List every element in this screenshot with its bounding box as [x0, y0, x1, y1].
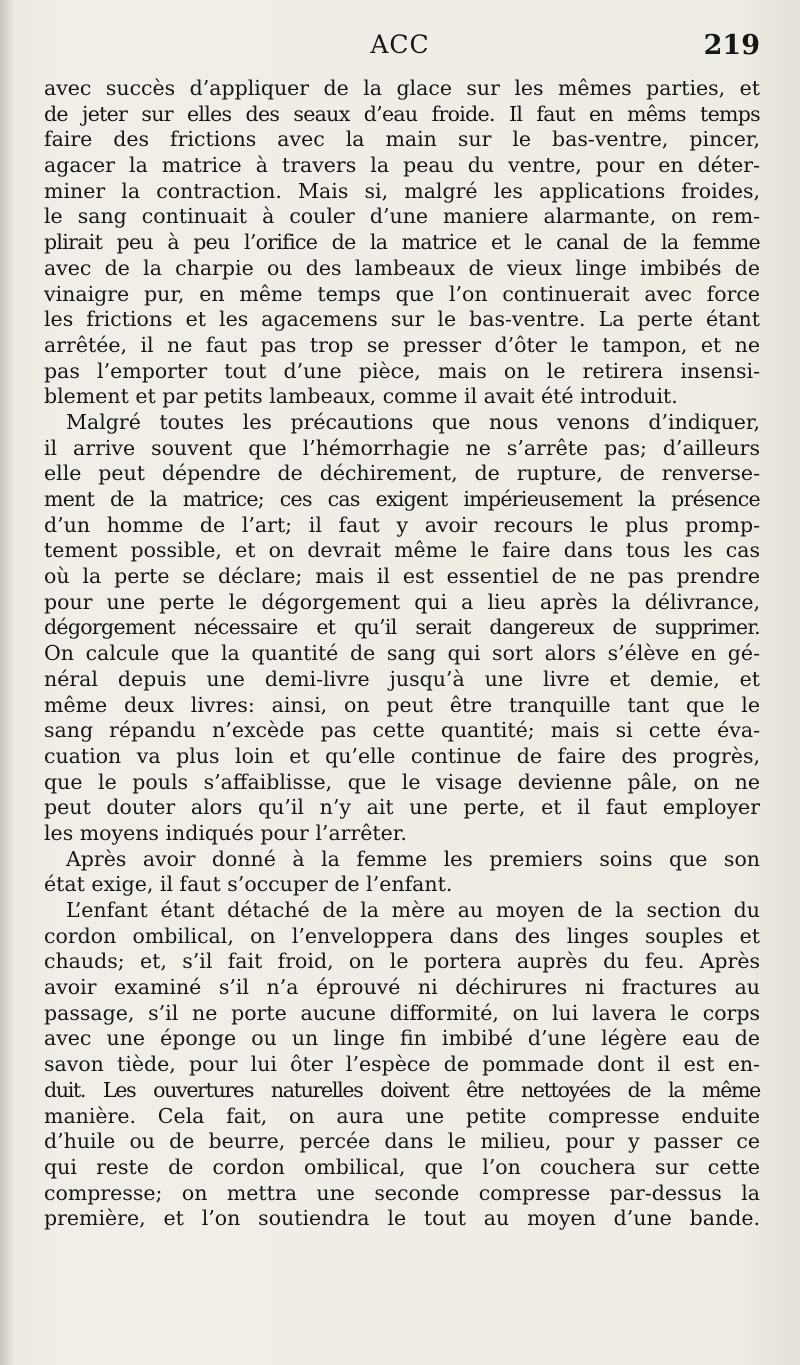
- text-line: cordon ombilical, on l’enveloppera dans des linges souples et: [44, 923, 760, 948]
- page-header: [40, 30, 760, 70]
- text-line: avec de la charpie ou des lambeaux de vieux linge imbibés de: [44, 255, 760, 280]
- text-line: où la perte se déclare; mais il est essentiel de ne pas prendre: [44, 564, 760, 589]
- text-line: néral depuis une demi-livre jusqu’à une livre et demie, et: [44, 666, 760, 691]
- text-line: même deux livres: ainsi, on peut être tranquille tant que le: [44, 692, 760, 717]
- text-line: ment de la matrice; ces cas exigent impérieusement la présence: [44, 487, 760, 511]
- text-line: savon tiède, pour lui ôter l’espèce de pommade dont il est en-: [44, 1052, 760, 1077]
- text-line: cuation va plus loin et qu’elle continue de faire des progrès,: [44, 743, 760, 768]
- text-line: que le pouls s’affaiblisse, que le visage devienne pâle, on ne: [44, 769, 760, 794]
- text-line: peut douter alors qu’il n’y ait une perte, et il faut employer: [44, 795, 760, 820]
- text-line: sang répandu n’excède pas cette quantité; mais si cette éva-: [44, 718, 760, 743]
- text-line: elle peut dépendre de déchirement, de rupture, de renverse-: [44, 461, 760, 486]
- text-line: d’huile ou de beurre, percée dans le milieu, pour y passer ce: [44, 1129, 760, 1154]
- text-line: passage, s’il ne porte aucune difformité, on lui lavera le corps: [44, 1000, 760, 1025]
- body-text: [44, 76, 760, 1232]
- running-head: ACC: [370, 30, 430, 59]
- text-line: avec succès d’appliquer de la glace sur les mêmes parties, et: [44, 76, 760, 100]
- text-line: plirait peu à peu l’orifice de la matrice et le canal de la femme: [44, 230, 760, 255]
- text-line: compresse; on mettra une seconde compresse par-dessus la: [44, 1180, 760, 1205]
- text-line: chauds; et, s’il fait froid, on le portera auprès du feu. Après: [44, 949, 760, 974]
- text-line: les frictions et les agacemens sur le bas-ventre. La perte étant: [44, 307, 760, 332]
- text-line: tement possible, et on devrait même le faire dans tous les cas: [44, 538, 760, 563]
- text-line: On calcule que la quantité de sang qui sort alors s’élève en gé-: [44, 641, 760, 666]
- paragraph-start-line: Après avoir donné à la femme les premiers soins que son: [66, 846, 760, 871]
- text-line: miner la contraction. Mais si, malgré les applications froides,: [44, 178, 760, 203]
- text-line: pour une perte le dégorgement qui a lieu après la délivrance,: [44, 589, 760, 614]
- text-line: il arrive souvent que l’hémorrhagie ne s’arrête pas; d’ailleurs: [44, 435, 760, 460]
- page-number: 219: [703, 30, 760, 61]
- text-line: arrêtée, il ne faut pas trop se presser d’ôter le tampon, et ne: [44, 332, 760, 357]
- text-line: de jeter sur elles des seaux d’eau froide. Il faut en mêms temps: [44, 101, 760, 126]
- text-line: le sang continuait à couler d’une maniere alarmante, on rem-: [44, 204, 760, 229]
- text-line: d’un homme de l’art; il faut y avoir recours le plus promp-: [44, 512, 760, 537]
- text-line: duit. Les ouvertures naturelles doivent être nettoyées de la même: [44, 1077, 760, 1102]
- text-line: première, et l’on soutiendra le tout au moyen d’une bande.: [44, 1206, 760, 1231]
- paragraph-start-line: L’enfant étant détaché de la mère au moyen de la section du: [66, 898, 760, 922]
- paragraph-start-line: Malgré toutes les précautions que nous venons d’indiquer,: [66, 409, 760, 434]
- text-line: qui reste de cordon ombilical, que l’on couchera sur cette: [44, 1154, 760, 1179]
- text-line: dégorgement nécessaire et qu’il serait dangereux de supprimer.: [44, 615, 760, 640]
- text-line: faire des frictions avec la main sur le bas-ventre, pincer,: [44, 127, 760, 152]
- text-line: pas l’emporter tout d’une pièce, mais on le retirera insensi-: [44, 358, 760, 383]
- text-line: agacer la matrice à travers la peau du ventre, pour en déter-: [44, 153, 760, 178]
- text-line: avec une éponge ou un linge fin imbibé d’une légère eau de: [44, 1026, 760, 1051]
- paragraph-end-line: blement et par petits lambeaux, comme il avait été introduit.: [44, 384, 678, 409]
- text-line: manière. Cela fait, on aura une petite compresse enduite: [44, 1103, 760, 1128]
- paragraph-end-line: état exige, il faut s’occuper de l’enfant.: [44, 872, 453, 897]
- text-line: vinaigre pur, en même temps que l’on continuerait avec force: [44, 281, 760, 306]
- paragraph-end-line: les moyens indiqués pour l’arrêter.: [44, 820, 407, 845]
- text-line: avoir examiné s’il n’a éprouvé ni déchirures ni fractures au: [44, 975, 760, 1000]
